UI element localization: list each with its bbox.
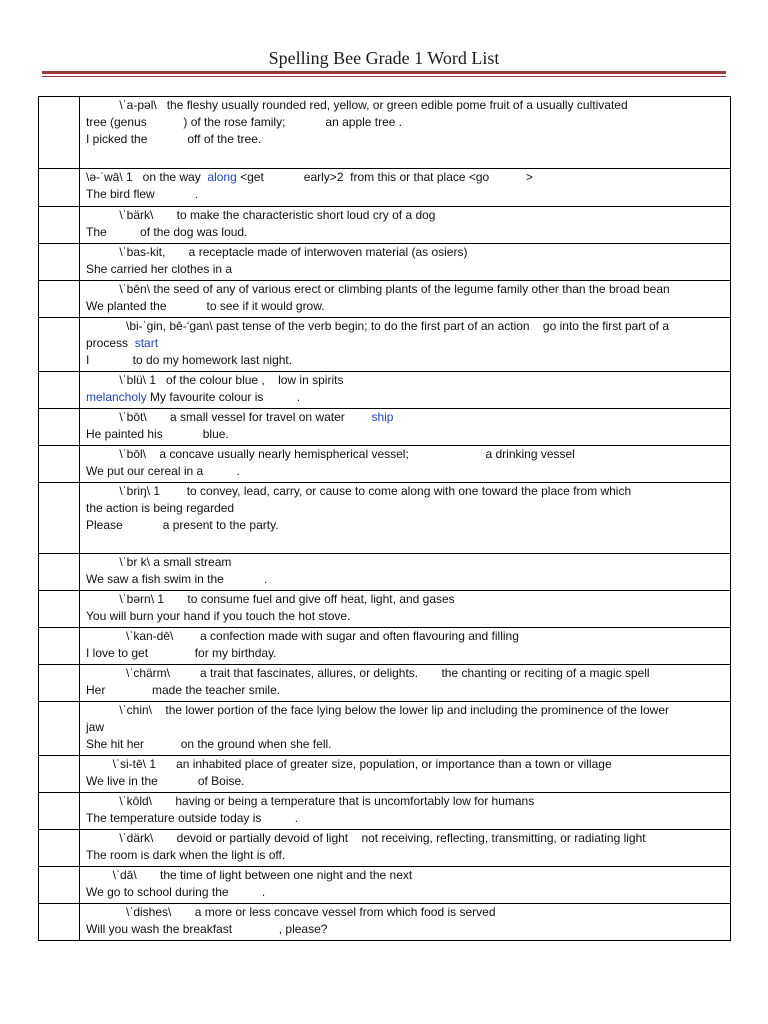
entry-text: The temperature outside today is . <box>86 811 299 825</box>
definition-cell <box>80 830 730 866</box>
definition-cell <box>80 207 730 243</box>
entry-line <box>86 554 730 571</box>
entry-text: Her made the teacher smile. <box>86 683 281 697</box>
entry-line <box>86 352 730 369</box>
entry-text: \ˈbärk\ to make the characteristic short loud cry of a dog <box>86 208 436 222</box>
entry-text: <get early>2 from this or that place <go > <box>236 170 533 184</box>
word-row <box>39 280 730 317</box>
entry-text: \bi-ˈgin, bē-‘gan\ past tense of the verb begin; to do the first part of an action go into the first part of a <box>86 319 669 333</box>
word-cell <box>39 628 80 664</box>
definition-cell <box>80 756 730 792</box>
entry-line <box>86 517 730 534</box>
entry-text: My favourite colour is . <box>146 390 301 404</box>
entry-text: \ˈbōt\ a small vessel for travel on water <box>86 410 372 424</box>
entry-line <box>86 628 730 645</box>
definition-cell <box>80 554 730 590</box>
entry-line <box>86 169 730 186</box>
entry-line <box>86 500 730 517</box>
word-row <box>39 701 730 755</box>
entry-text: You will burn your hand if you touch the hot stove. <box>86 609 351 623</box>
definition-cell <box>80 628 730 664</box>
definition-cell <box>80 409 730 445</box>
entry-line <box>86 335 730 352</box>
entry-text: The of the dog was loud. <box>86 225 248 239</box>
entry-line <box>86 114 730 131</box>
entry-line <box>86 719 730 736</box>
word-cell <box>39 446 80 482</box>
entry-text: I love to get for my birthday. <box>86 646 277 660</box>
word-cell <box>39 244 80 280</box>
entry-text: We put our cereal in a . <box>86 464 240 478</box>
entry-line <box>86 244 730 261</box>
entry-line <box>86 281 730 298</box>
word-row <box>39 627 730 664</box>
word-row <box>39 829 730 866</box>
definition-cell <box>80 904 730 940</box>
synonym-text: along <box>207 170 237 184</box>
word-cell <box>39 372 80 408</box>
word-cell <box>39 830 80 866</box>
word-cell <box>39 554 80 590</box>
entry-line <box>86 702 730 719</box>
entry-line <box>86 426 730 443</box>
entry-text: \ˈbōl\ a concave usually nearly hemispherical vessel; a drinking vessel <box>86 447 575 461</box>
word-cell <box>39 318 80 371</box>
entry-text: \ˈchin\ the lower portion of the face lying below the lower lip and including the prominence of the lower <box>86 703 669 717</box>
entry-text: We planted the to see if it would grow. <box>86 299 325 313</box>
entry-line <box>86 736 730 753</box>
entry-text: \ˈbriŋ\ 1 to convey, lead, carry, or cause to come along with one toward the place from which <box>86 484 632 498</box>
entry-text: process <box>86 336 135 350</box>
word-cell <box>39 169 80 206</box>
entry-line <box>86 318 730 335</box>
entry-line <box>86 131 730 148</box>
entry-line <box>86 921 730 938</box>
word-cell <box>39 409 80 445</box>
word-row <box>39 371 730 408</box>
word-row <box>39 168 730 206</box>
entry-line <box>86 389 730 406</box>
entry-line <box>86 207 730 224</box>
entry-text: Please a present to the party. <box>86 518 279 532</box>
word-list-table <box>38 96 731 941</box>
entry-text: \ˈdärk\ devoid or partially devoid of light not receiving, reflecting, transmitting, or radiating light <box>86 831 646 845</box>
entry-text: We go to school during the . <box>86 885 266 899</box>
entry-line <box>86 534 730 551</box>
entry-text: We live in the of Boise. <box>86 774 245 788</box>
word-row <box>39 408 730 445</box>
synonym-text: start <box>134 336 159 350</box>
word-row <box>39 243 730 280</box>
entry-line <box>86 409 730 426</box>
entry-line <box>86 904 730 921</box>
entry-text: \ˈbas-kit, a receptacle made of interwoven material (as osiers) <box>86 245 468 259</box>
entry-line <box>86 261 730 278</box>
entry-text: We saw a fish swim in the . <box>86 572 268 586</box>
word-row <box>39 866 730 903</box>
word-row <box>39 664 730 701</box>
entry-line <box>86 793 730 810</box>
word-cell <box>39 904 80 940</box>
entry-line <box>86 884 730 901</box>
entry-text: \ˈbr k\ a small stream <box>86 555 232 569</box>
entry-text: \ˈchärm\ a trait that fascinates, allures, or delights. the chanting or reciting of a magic spell <box>86 666 650 680</box>
entry-text: I to do my homework last night. <box>86 353 293 367</box>
entry-line <box>86 810 730 827</box>
definition-cell <box>80 793 730 829</box>
entry-line <box>86 148 730 165</box>
entry-text: The bird flew . <box>86 187 199 201</box>
definition-cell <box>80 244 730 280</box>
word-cell <box>39 591 80 627</box>
word-row <box>39 317 730 371</box>
entry-line <box>86 298 730 315</box>
entry-line <box>86 224 730 241</box>
entry-line <box>86 682 730 699</box>
entry-text: \ˈblü\ 1 of the colour blue , low in spirits <box>86 373 344 387</box>
entry-line <box>86 372 730 389</box>
word-cell <box>39 756 80 792</box>
word-row <box>39 97 730 168</box>
entry-text: \ˈkōld\ having or being a temperature that is uncomfortably low for humans <box>86 794 535 808</box>
entry-text: He painted his blue. <box>86 427 229 441</box>
entry-line <box>86 591 730 608</box>
entry-line <box>86 186 730 203</box>
page-title: Spelling Bee Grade 1 Word List <box>268 48 500 68</box>
entry-text: \ˈkan-dē\ a confection made with sugar and often flavouring and filling <box>86 629 519 643</box>
word-cell <box>39 207 80 243</box>
entry-line <box>86 756 730 773</box>
entry-text: I picked the off of the tree. <box>86 132 262 146</box>
word-cell <box>39 867 80 903</box>
entry-text: \ˈbərn\ 1 to consume fuel and give off heat, light, and gases <box>86 592 455 606</box>
entry-text: tree (genus ) of the rose family; an apple tree . <box>86 115 403 129</box>
word-cell <box>39 281 80 317</box>
entry-text: \ˈbēn\ the seed of any of various erect or climbing plants of the legume family other than the broad bean <box>86 282 670 296</box>
entry-text: \ˈsi-tē\ 1 an inhabited place of greater size, population, or importance than a town or village <box>86 757 612 771</box>
synonym-text: melancholy <box>86 390 147 404</box>
entry-line <box>86 773 730 790</box>
word-cell <box>39 665 80 701</box>
synonym-text: ship <box>371 410 394 424</box>
definition-cell <box>80 169 730 206</box>
entry-text: The room is dark when the light is off. <box>86 848 286 862</box>
word-row <box>39 445 730 482</box>
entry-line <box>86 608 730 625</box>
definition-cell <box>80 483 730 553</box>
definition-cell <box>80 318 730 371</box>
definition-cell <box>80 702 730 755</box>
word-cell <box>39 97 80 168</box>
word-row <box>39 553 730 590</box>
entry-line <box>86 665 730 682</box>
entry-line <box>86 645 730 662</box>
entry-text: Will you wash the breakfast , please? <box>86 922 328 936</box>
entry-text: \ə-ˈwā\ 1 on the way <box>86 170 208 184</box>
word-cell <box>39 483 80 553</box>
entry-line <box>86 97 730 114</box>
word-row <box>39 755 730 792</box>
entry-text: \ˈa-pəl\ the fleshy usually rounded red, yellow, or green edible pome fruit of a usually cultivated <box>86 98 628 112</box>
definition-cell <box>80 372 730 408</box>
word-cell <box>39 793 80 829</box>
entry-line <box>86 830 730 847</box>
word-row <box>39 482 730 553</box>
word-cell <box>39 702 80 755</box>
definition-cell <box>80 281 730 317</box>
word-row <box>39 590 730 627</box>
entry-text: \ˈdā\ the time of light between one night and the next <box>86 868 413 882</box>
definition-cell <box>80 665 730 701</box>
entry-line <box>86 867 730 884</box>
title-rule-thick <box>42 71 726 74</box>
entry-text: jaw <box>86 720 105 734</box>
word-row <box>39 206 730 243</box>
entry-line <box>86 483 730 500</box>
entry-line <box>86 446 730 463</box>
entry-text: \ˈdishes\ a more or less concave vessel from which food is served <box>86 905 496 919</box>
definition-cell <box>80 867 730 903</box>
entry-text: She carried her clothes in a <box>86 262 233 276</box>
entry-line <box>86 571 730 588</box>
entry-text: the action is being regarded <box>86 501 235 515</box>
entry-line <box>86 847 730 864</box>
definition-cell <box>80 591 730 627</box>
word-row <box>39 903 730 940</box>
definition-cell <box>80 446 730 482</box>
entry-line <box>86 463 730 480</box>
entry-text: She hit her on the ground when she fell. <box>86 737 332 751</box>
definition-cell <box>80 97 730 168</box>
title-rule-thin <box>42 76 726 77</box>
word-row <box>39 792 730 829</box>
